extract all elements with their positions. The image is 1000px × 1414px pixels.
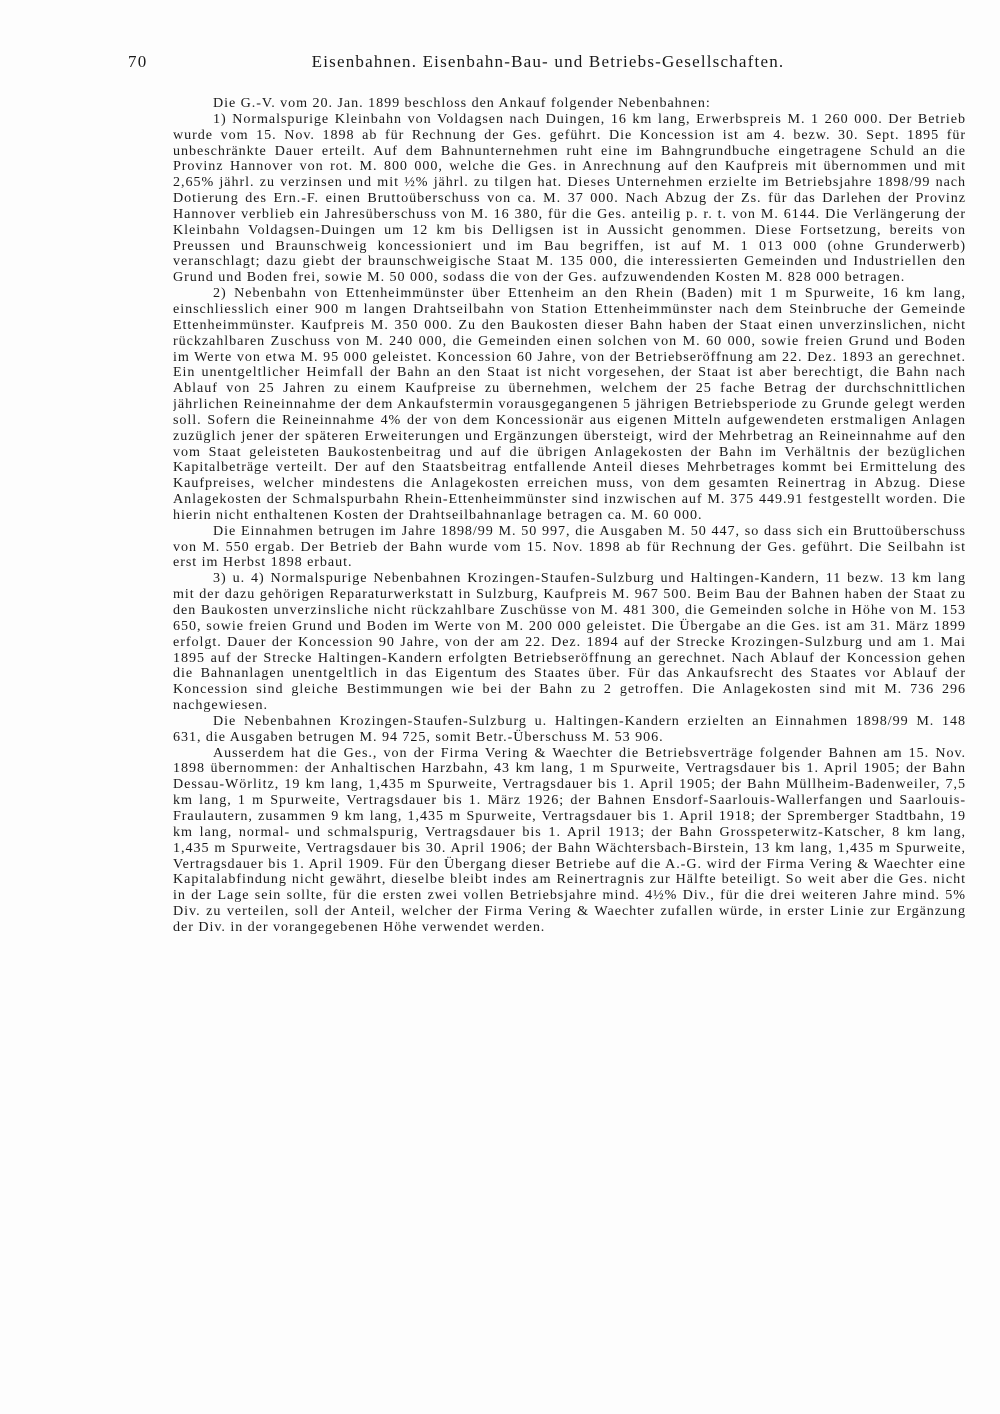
paragraph-intro: Die G.-V. vom 20. Jan. 1899 beschloss den Ankauf folgender Nebenbahnen: bbox=[213, 96, 711, 111]
paragraph-ettenheimmuenster: 2) Nebenbahn von Ettenheimmünster über Ettenheim an den Rhein (Baden) mit 1 m Spurweite, 16 km lang, einschliesslich einer 900 m langen Drahtseilbahn von Station Ettenheimmünster nach dem Steinbruche der Gemeinde Ettenheimmünster. Kaufpreis M. 350 000. Zu den Baukosten dieser Bahn haben der Staat einen unverzinslichen, nicht rückzahlbaren Zuschuss von M. 240 000, die Gemeinden einen solchen von M. 60 000, sowie freien Grund und Boden im Werte von etwa M. 95 000 geleistet. Koncession 60 Jahre, von der Betriebseröffnung am 22. Dez. 1893 an gerechnet. Ein unentgeltlicher Heimfall der Bahn an den Staat ist nicht vorgesehen, der Staat ist aber berechtigt, die Bahn nach Ablauf von 25 Jahren zu einem Kaufpreise zu übernehmen, welchem der 25 fache Betrag der durchschnittlichen jährlichen Reineinnahme der dem Ankaufstermin vorausgegangenen 5 jährigen Betriebsperiode zu Grunde gelegt werden soll. Sofern die Reineinnahme 4% der von dem Koncessionär aus eigenen Mitteln aufgewendeten erstmaligen Anlagen zuzüglich jener der späteren Erweiterungen und Ergänzungen übersteigt, wird der Mehrbetrag an Reineinnahme auf den vom Staat geleisteten Baukostenbeitrag und auf die übrigen Anlagekosten der Bahn im Verhältnis der bezüglichen Kapitalbeträge verteilt. Der auf den Staatsbeitrag entfallende Anteil dieses Mehrbetrages kommt bei Ermittelung des Kaufpreises, welcher mindestens die Anlagekosten erreichen muss, von dem gesamten Reinertrag in Abzug. Diese Anlagekosten der Schmalspurbahn Rhein-Ettenheimmünster sind inzwischen auf M. 375 449.91 festgestellt worden. Die hierin nicht enthaltenen Kosten der Drahtseilbahnanlage betragen ca. M. 60 000. bbox=[173, 285, 966, 523]
paragraph-voldagsen-duingen: 1) Normalspurige Kleinbahn von Voldagsen nach Duingen, 16 km lang, Erwerbspreis M. 1 260 000. Der Betrieb wurde vom 15. Nov. 1898 ab für Rechnung der Ges. geführt. Die Koncession ist am 4. bezw. 30. Sept. 1895 für unbeschränkte Dauer erteilt. Auf dem Bahnunternehmen ruht eine im Bahngrundbuche eingetragene Schuld an die Provinz Hannover von rot. M. 800 000, welche die Ges. in Anrechnung auf den Kaufpreis mit übernommen und mit 2,65% jährl. zu verzinsen und mit ½% jährl. zu tilgen hat. Dieses Unternehmen erzielte im Betriebsjahre 1898/99 nach Dotierung des Ern.-F. einen Bruttoüberschuss von ca. M. 37 000. Nach Abzug der Zs. für das Darlehen der Provinz Hannover verblieb ein Jahresüberschuss von M. 16 380, für die Ges. anteilig p. r. t. von M. 6144. Die Verlängerung der Kleinbahn Voldagsen-Duingen um 12 km bis Delligsen ist in Aussicht genommen. Diese Fortsetzung, bereits von Preussen und Braunschweig koncessioniert und im Bau begriffen, ist auf M. 1 013 000 (ohne Grunderwerb) veranschlagt; dazu giebt der braunschweigische Staat M. 135 000, die interessierten Gemeinden und Industriellen den Grund und Boden frei, sowie M. 50 000, sodass die von der Ges. aufzuwendenden Kosten M. 828 000 betragen. bbox=[173, 110, 966, 286]
body-text bbox=[173, 96, 966, 1381]
paragraph-einnahmen: Die Einnahmen betrugen im Jahre 1898/99 M. 50 997, die Ausgaben M. 50 447, so dass sich ein Bruttoüberschuss von M. 550 ergab. Der Betrieb der Bahn wurde vom 15. Nov. 1898 ab für Rechnung der Ges. geführt. Die Seilbahn ist erst im Herbst 1898 erbaut. bbox=[173, 522, 966, 571]
paragraph-betriebsvertraege: Ausserdem hat die Ges., von der Firma Vering & Waechter die Betriebsverträge folgender Bahnen am 15. Nov. 1898 übernommen: der Anhaltischen Harzbahn, 43 km lang, 1 m Spurweite, Vertragsdauer bis 1. April 1905; der Bahn Dessau-Wörlitz, 19 km lang, 1,435 m Spurweite, Vertragsdauer bis 1. April 1905; der Bahn Müllheim-Badenweiler, 7,5 km lang, 1 m Spurweite, Vertragsdauer bis 1. März 1926; der Bahnen Ensdorf-Saarlouis-Wallerfangen und Saarlouis-Fraulautern, zusammen 9 km lang, 1,435 m Spurweite, Vertragsdauer bis 1. April 1918; der Spremberger Stadtbahn, 19 km lang, normal- und schmalspurig, Vertragsdauer bis 1. April 1913; der Bahn Grosspeterwitz-Katscher, 8 km lang, 1,435 m Spurweite, Vertragsdauer bis 30. April 1906; der Bahn Wächtersbach-Birstein, 13 km lang, 1,435 m Spurweite, Vertragsdauer bis 1. April 1909. Für den Übergang dieser Betriebe auf die A.-G. wird der Firma Vering & Waechter eine Kapitalabfindung nicht gewährt, dieselbe bleibt indes am Reinertragnis zur Hälfte beteiligt. So weit aber die Ges. nicht in der Lage sein sollte, für die ersten zwei vollen Betriebsjahre mind. 4½% Div., für die drei weiteren Jahre mind. 5% Div. zu verteilen, soll der Anteil, welcher der Firma Vering & Waechter zufallen würde, in erster Linie zur Ergänzung der Div. in der vorangegebenen Höhe verwendet werden. bbox=[173, 744, 966, 935]
page-number: 70 bbox=[128, 52, 148, 71]
paragraph-krozingen-haltingen: 3) u. 4) Normalspurige Nebenbahnen Krozingen-Staufen-Sulzburg und Haltingen-Kandern, 11 bezw. 13 km lang mit der dazu gehörigen Reparaturwerkstatt in Sulzburg, Kaufpreis M. 967 500. Beim Bau der Bahnen haben der Staat zu den Baukosten unverzinsliche nicht rückzahlbare Zuschüsse von M. 481 300, die Gemeinden solche in Höhe von M. 153 650, sowie freien Grund und Boden im Werte von M. 200 000 geleistet. Die Übergabe an die Ges. ist am 31. März 1899 erfolgt. Dauer der Koncession 90 Jahre, von der am 22. Dez. 1894 auf der Strecke Krozingen-Sulzburg und am 1. Mai 1895 auf der Strecke Haltingen-Kandern erfolgten Betriebseröffnung an gerechnet. Nach Ablauf der Koncession gehen die Bahnanlagen unentgeltlich in das Eigentum des Staates über. Für das Ankaufsrecht des Staates vor Ablauf der Koncession sind gleiche Bestimmungen wie bei der Bahn zu 2 getroffen. Die Anlagekosten sind mit M. 736 296 nachgewiesen. bbox=[173, 570, 966, 714]
page-header bbox=[128, 52, 968, 82]
paragraph-nebenbahnen-ergebnis: Die Nebenbahnen Krozingen-Staufen-Sulzburg u. Haltingen-Kandern erzielten an Einnahmen 1898/99 M. 148 631, die Ausgaben betrugen M. 94 725, somit Betr.-Überschuss M. 53 906. bbox=[173, 712, 966, 745]
running-title: Eisenbahnen. Eisenbahn-Bau- und Betriebs-Gesellschaften. bbox=[311, 52, 785, 71]
